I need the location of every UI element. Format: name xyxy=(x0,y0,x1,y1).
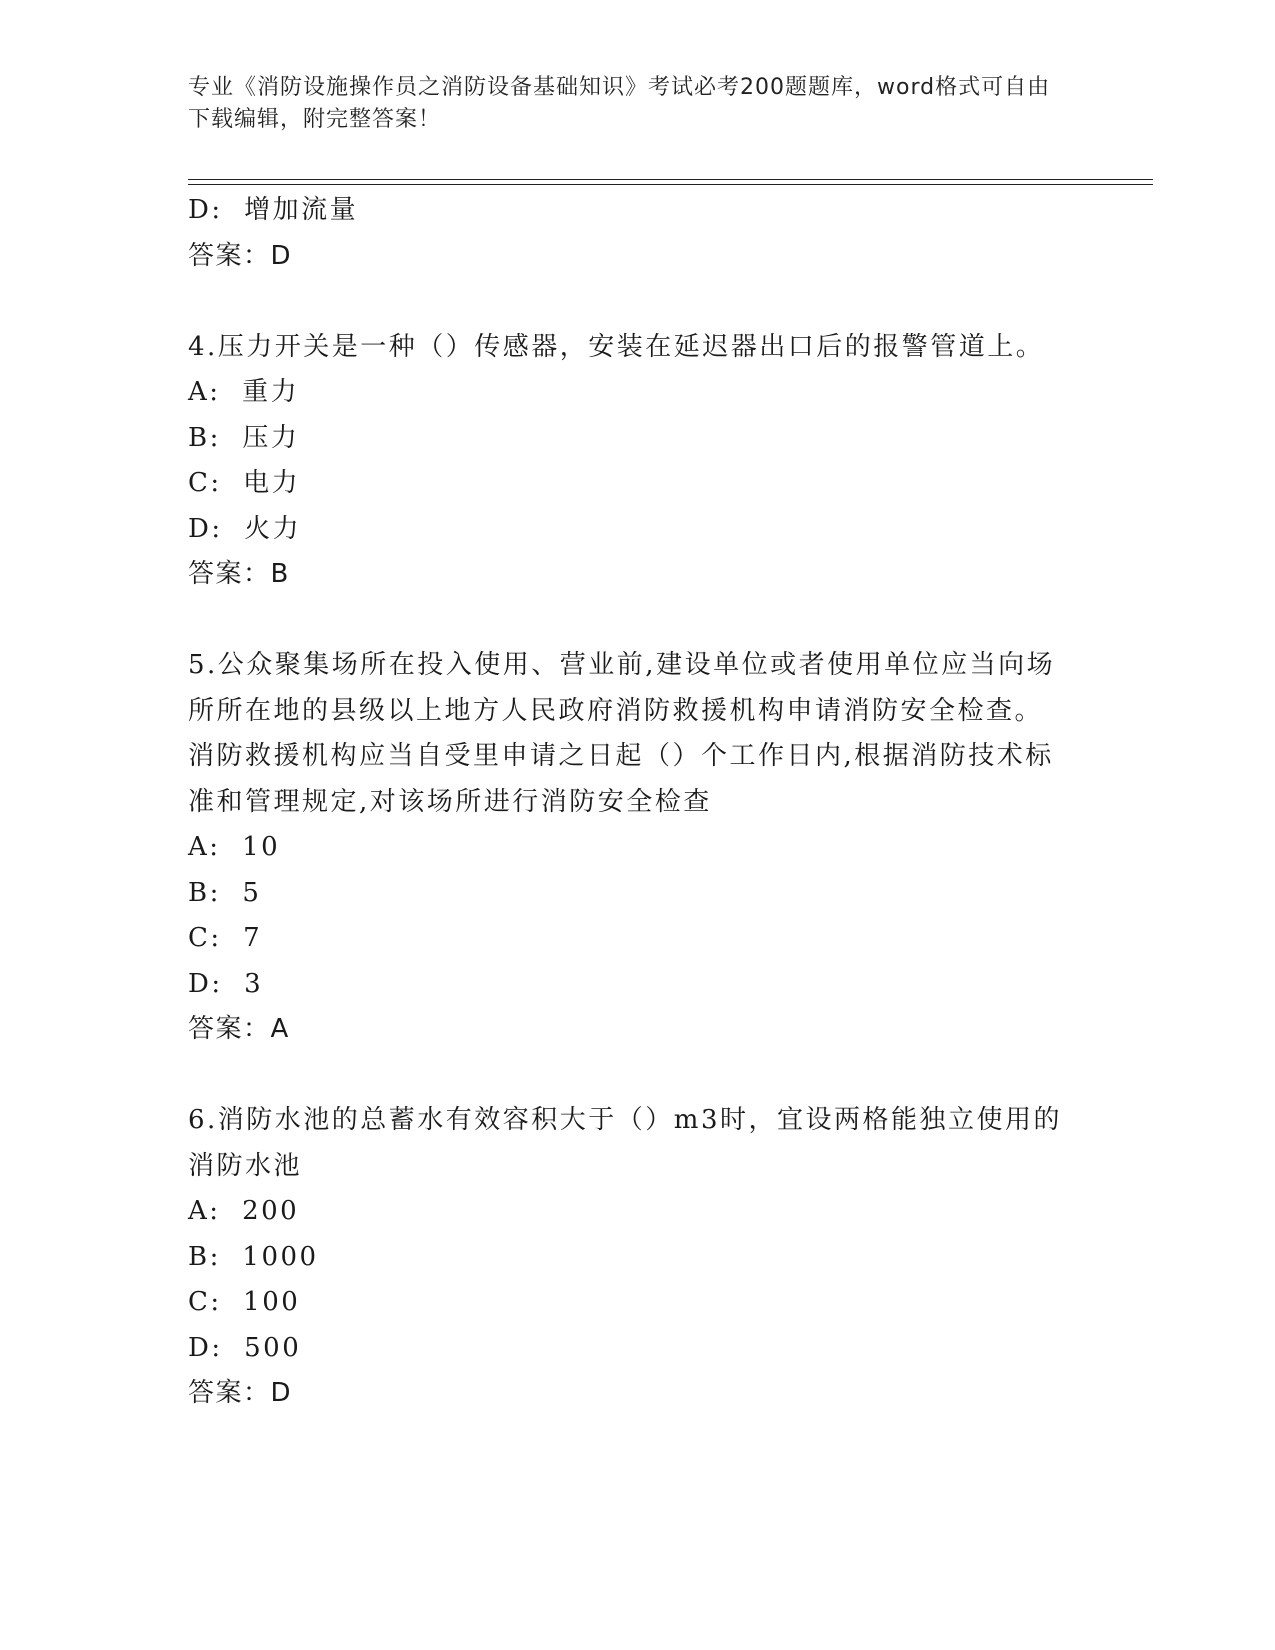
document-header: 专业《消防设施操作员之消防设备基础知识》考试必考200题题库，word格式可自由下载编辑，附完整答案！ xyxy=(188,75,1051,132)
header-rule-bottom xyxy=(188,184,1153,185)
spacer xyxy=(188,1053,1088,1099)
option-d: D: 火力 xyxy=(188,513,302,544)
option-c: C: 100 xyxy=(188,1287,301,1317)
option-b: B: 1000 xyxy=(188,1241,319,1272)
option-c: C: 电力 xyxy=(188,468,301,498)
option-b: B: 5 xyxy=(188,877,262,908)
answer: 答案：D xyxy=(188,1378,293,1408)
answer: 答案：B xyxy=(188,559,290,589)
option-d-continued: D: 增加流量 xyxy=(188,195,359,225)
question-5 xyxy=(188,643,1088,1053)
spacer xyxy=(188,279,1088,325)
option-b: B: 压力 xyxy=(188,422,300,453)
answer: 答案：A xyxy=(188,1014,290,1044)
answer-continued: 答案：D xyxy=(188,240,293,271)
question-stem: 5.公众聚集场所在投入使用、营业前,建设单位或者使用单位应当向场所所在地的县级以上地方人民政府消防救援机构申请消防安全检查。消防救援机构应当自受里申请之日起（）个工作日内,根据消防技术标准和管理规定,对该场所进行消防安全检查 xyxy=(188,650,1056,817)
document-body xyxy=(188,188,1088,1417)
option-c: C: 7 xyxy=(188,923,263,953)
option-d: D: 500 xyxy=(188,1332,302,1363)
question-stem: 4.压力开关是一种（）传感器，安装在延迟器出口后的报警管道上。 xyxy=(188,331,1045,362)
option-d: D: 3 xyxy=(188,968,264,999)
option-a: A: 10 xyxy=(188,832,281,862)
question-stem: 6.消防水池的总蓄水有效容积大于（）m3时，宜设两格能独立使用的消防水池 xyxy=(188,1105,1063,1181)
question-6 xyxy=(188,1098,1088,1417)
question-4 xyxy=(188,325,1088,598)
header-rule-top xyxy=(188,179,1153,180)
option-a: A: 200 xyxy=(188,1196,300,1226)
spacer xyxy=(188,598,1088,644)
option-a: A: 重力 xyxy=(188,377,300,407)
